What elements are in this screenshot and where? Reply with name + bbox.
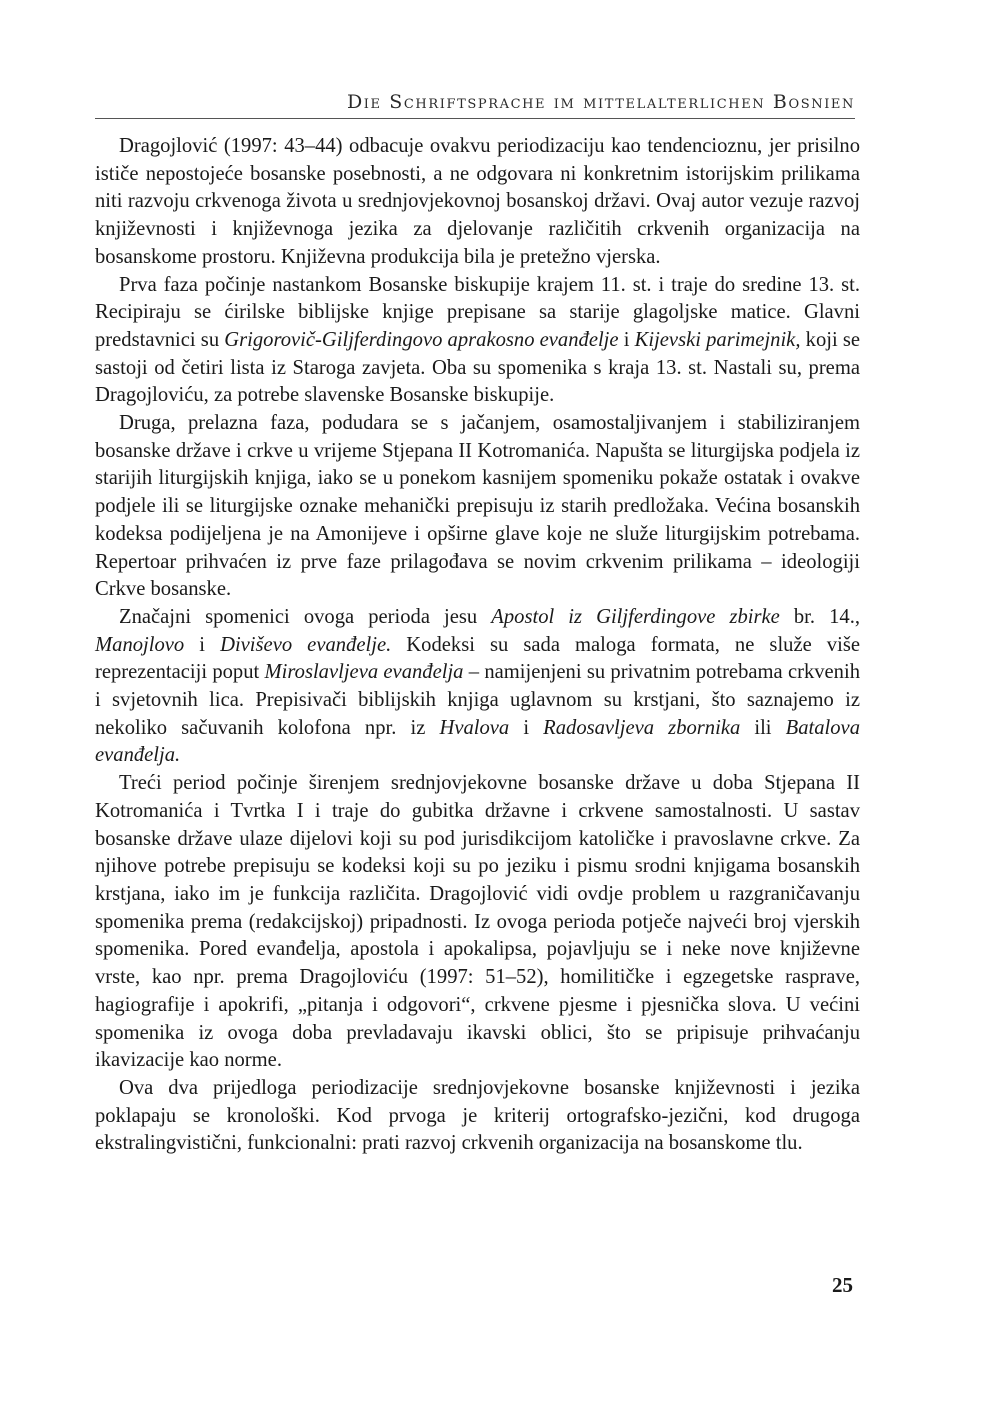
paragraph <box>95 133 860 272</box>
text-run: i <box>184 633 221 656</box>
paragraph <box>95 604 860 770</box>
text-run: ili <box>740 716 786 739</box>
paragraph <box>95 1075 860 1158</box>
paragraph <box>95 272 860 411</box>
text-run: i <box>618 328 635 351</box>
italic-title: Manojlovo <box>95 633 185 656</box>
text-run: koji se sastoji od četiri lista iz Staroga zavjeta. Oba su spomenika s kraja 13. st. Nastali su, prema Dragojloviću, za potrebe slavenske Bosanske biskupije. <box>95 328 860 407</box>
italic-title: Miroslavljeva evanđelja <box>264 661 464 684</box>
text-run: Prva faza počinje nastankom Bosanske biskupije krajem 11. st. i traje do sredine 13. st. Recipiraju se ćirilske biblijske knjige prepisane sa starije glagoljske matice. Glavni predstavnici su <box>95 273 860 351</box>
italic-title: Kijevski parimejnik, <box>634 328 801 351</box>
text-run: Značajni spomenici ovoga perioda jesu <box>119 605 492 628</box>
text-run: br. 14., <box>779 605 861 628</box>
text-run: – namijenjeni su privatnim potrebama crkvenih i svjetovnih lica. Prepisivači biblijskih knjiga uglavnom su krstjani, što saznajemo iz nekoliko sačuvanih kolofona npr. iz <box>95 661 860 739</box>
italic-title: Diviševo evanđelje. <box>220 633 392 656</box>
header-rule <box>95 118 855 119</box>
paragraph <box>95 770 860 1075</box>
italic-title: Hvalova <box>439 716 510 739</box>
italic-title: Batalova evanđelja. <box>95 716 860 767</box>
text-run: Kodeksi su sada maloga formata, ne služe više reprezentaciji poput <box>95 633 860 684</box>
body-text <box>95 133 860 1158</box>
italic-title: Apostol iz Giljferdingove zbirke <box>491 605 780 628</box>
text-run: Ova dva prijedloga periodizacije srednjovjekovne bosanske književnosti i jezika poklapaju se kronološki. Kod prvoga je kriterij ortografsko-jezični, kod drugoga ekstralingvistični, funkcionalni: prati razvoj crkvenih organizacija na bosanskome tlu. <box>95 1076 860 1155</box>
page-number: 25 <box>832 1273 853 1297</box>
text-run: i <box>509 716 544 739</box>
text-run: Dragojlović (1997: 43–44) odbacuje ovakvu periodizaciju kao tendencioznu, jer prisilno ističe nepostojeće bosanske posebnosti, a ne odgovara ni konkretnim istorijskim prilikama niti razvoju crkvenoga života u srednjovjekovnoj bosanskoj državi. Ovaj autor vezuje razvoj književnosti i književnoga jezika za djelovanje različitih crkvenih organizacija na bosanskome prostoru. Književna produkcija bila je pretežno vjerska. <box>95 135 860 268</box>
italic-title: Radosavljeva zbornika <box>543 716 741 739</box>
paragraph <box>95 410 860 604</box>
italic-title: Grigorovič-Giljferdingovo aprakosno evanđelje <box>224 328 619 351</box>
running-head: Die Schriftsprache im mittelalterlichen Bosnien <box>346 91 855 113</box>
text-run: Treći period počinje širenjem srednjovjekovne bosanske države u doba Stjepana II Kotromanića i Tvrtka I i traje do gubitka državne i crkvene samostalnosti. U sastav bosanske države ulaze dijelovi koji su pod jurisdikcijom katoličke i pravoslavne crkve. Za njihove potrebe prepisuju se kodeksi koji su po jeziku i pismu srodni knjigama bosanskih krstjana, iako im je funkcija različita. Dragojlović vidi ovdje problem u razgraničavanju spomenika prema (redakcijskoj) pripadnosti. Iz ovoga perioda potječe najveći broj vjerskih spomenika. Pored evanđelja, apostola i apokalipsa, pojavljuju se i neke nove književne vrste, kao npr. prema Dragojloviću (1997: 51–52), homilitičke i egzegetske rasprave, hagiografije i apokrifi, „pitanja i odgovori“, crkvene pjesme i pjesnička slova. U većini spomenika iz ovoga doba prevladavaju ikavski oblici, što se pripisuje prihvaćanju ikavizacije kao norme. <box>95 772 860 1072</box>
text-run: Druga, prelazna faza, podudara se s jačanjem, osamostaljivanjem i stabiliziranjem bosanske države i crkve u vrijeme Stjepana II Kotromanića. Napušta se liturgijska podjela iz starijih liturgijskih knjiga, iako se u ponekom kasnijem spomeniku pokaže ostatak i ovakve podjele ili se liturgijske oznake mehanički prepisuju iz starih predložaka. Većina bosanskih kodeksa podijeljena je na Amonijeve i opširne glave koje ne služe liturgijskim potrebama. Repertoar prihvaćen iz prve faze prilagođava se novim crkvenim prilikama – ideologiji Crkve bosanske. <box>95 412 860 601</box>
